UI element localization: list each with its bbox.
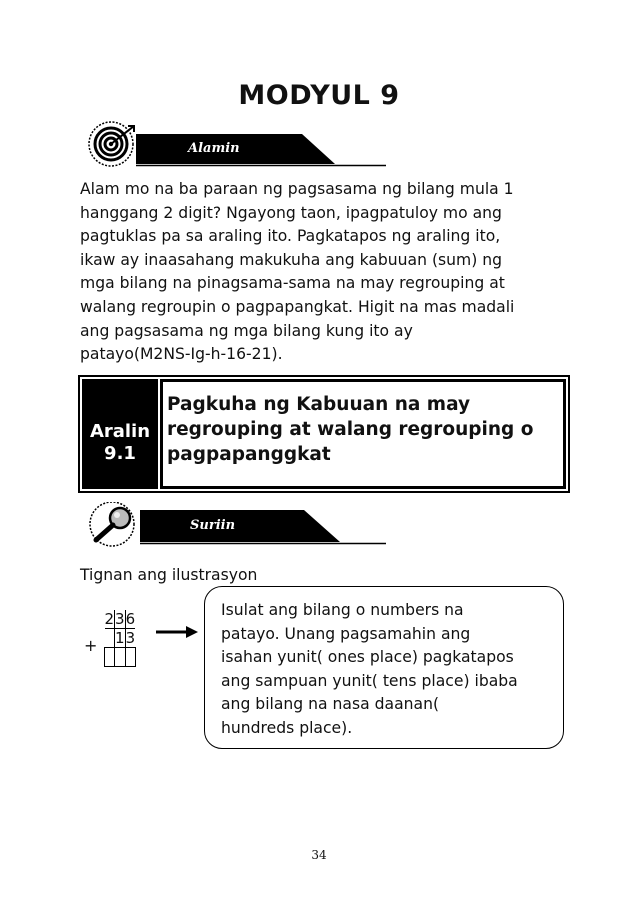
paragraph-line: Alam mo na ba paraan ng pagsasama ng bilang mula 1: [80, 180, 514, 198]
digit-cell: [105, 648, 115, 667]
digit-cell: 6: [125, 610, 136, 628]
paragraph-line: ikaw ay inaasahang makukuha ang kabuuan (sum) ng: [80, 250, 503, 269]
aralin-title-line: regrouping at walang regrouping o: [167, 419, 534, 440]
paragraph-line: ang pagsasama ng mga bilang kung ito ay: [80, 321, 413, 340]
digit-cell: 3: [115, 610, 125, 628]
arrow-right-icon: [156, 624, 198, 638]
module-title: MODYUL 9: [238, 80, 400, 111]
suriin-label: Suriin: [190, 518, 236, 533]
callout-line: Isulat ang bilang o numbers na: [221, 601, 464, 619]
aralin-label: Aralin: [89, 421, 151, 442]
callout-line: ang bilang na nasa daanan(: [221, 695, 440, 713]
target-icon: [84, 120, 138, 168]
callout-line: ang sampuan yunit( tens place) ibaba: [221, 671, 518, 690]
aralin-box: [78, 375, 570, 493]
suriin-banner: [80, 502, 390, 550]
alamin-label: Alamin: [188, 141, 240, 156]
callout-line: isahan yunit( ones place) pagkatapos: [221, 648, 514, 666]
addend-row-2: [105, 629, 136, 648]
alamin-banner: [80, 120, 390, 168]
callout-line: hundreds place).: [221, 718, 353, 737]
page-number: 34: [311, 848, 327, 862]
aralin-title-line: Pagkuha ng Kabuuan na may: [167, 394, 471, 415]
digit-cell: [125, 648, 135, 667]
digit-cell: 3: [125, 629, 136, 647]
aralin-number: 9.1: [104, 443, 136, 464]
addition-grid: [104, 610, 136, 667]
illustration-intro: Tignan ang ilustrasyon: [80, 566, 258, 584]
paragraph-line: mga bilang na pinagsama-sama na may regrouping at: [80, 274, 505, 293]
sum-row: [105, 648, 136, 667]
plus-sign: +: [84, 636, 98, 655]
callout-text: [221, 599, 518, 740]
instruction-callout: [204, 586, 564, 749]
aralin-badge: [82, 379, 158, 489]
paragraph-line: pagtuklas pa sa araling ito. Pagkatapos ng araling ito,: [80, 227, 501, 246]
aralin-title-panel: [160, 379, 566, 489]
callout-line: patayo. Unang pagsamahin ang: [221, 624, 471, 643]
intro-paragraph: [80, 178, 570, 367]
digit-cell: [115, 648, 126, 667]
paragraph-line: patayo(M2NS-Ig-h-16-21).: [80, 345, 283, 364]
paragraph-line: walang regroupin o pagpapangkat. Higit na mas madali: [80, 297, 515, 316]
addend-row-1: [105, 610, 136, 629]
paragraph-line: hanggang 2 digit? Ngayong taon, ipagpatuloy mo ang: [80, 203, 502, 222]
magnifier-icon: [84, 502, 142, 550]
digit-cell: 2: [104, 610, 115, 628]
aralin-title: [167, 392, 533, 467]
digit-cell: 1: [115, 629, 125, 647]
digit-cell: [105, 629, 115, 648]
aralin-title-line: pagpapanggkat: [167, 444, 331, 465]
